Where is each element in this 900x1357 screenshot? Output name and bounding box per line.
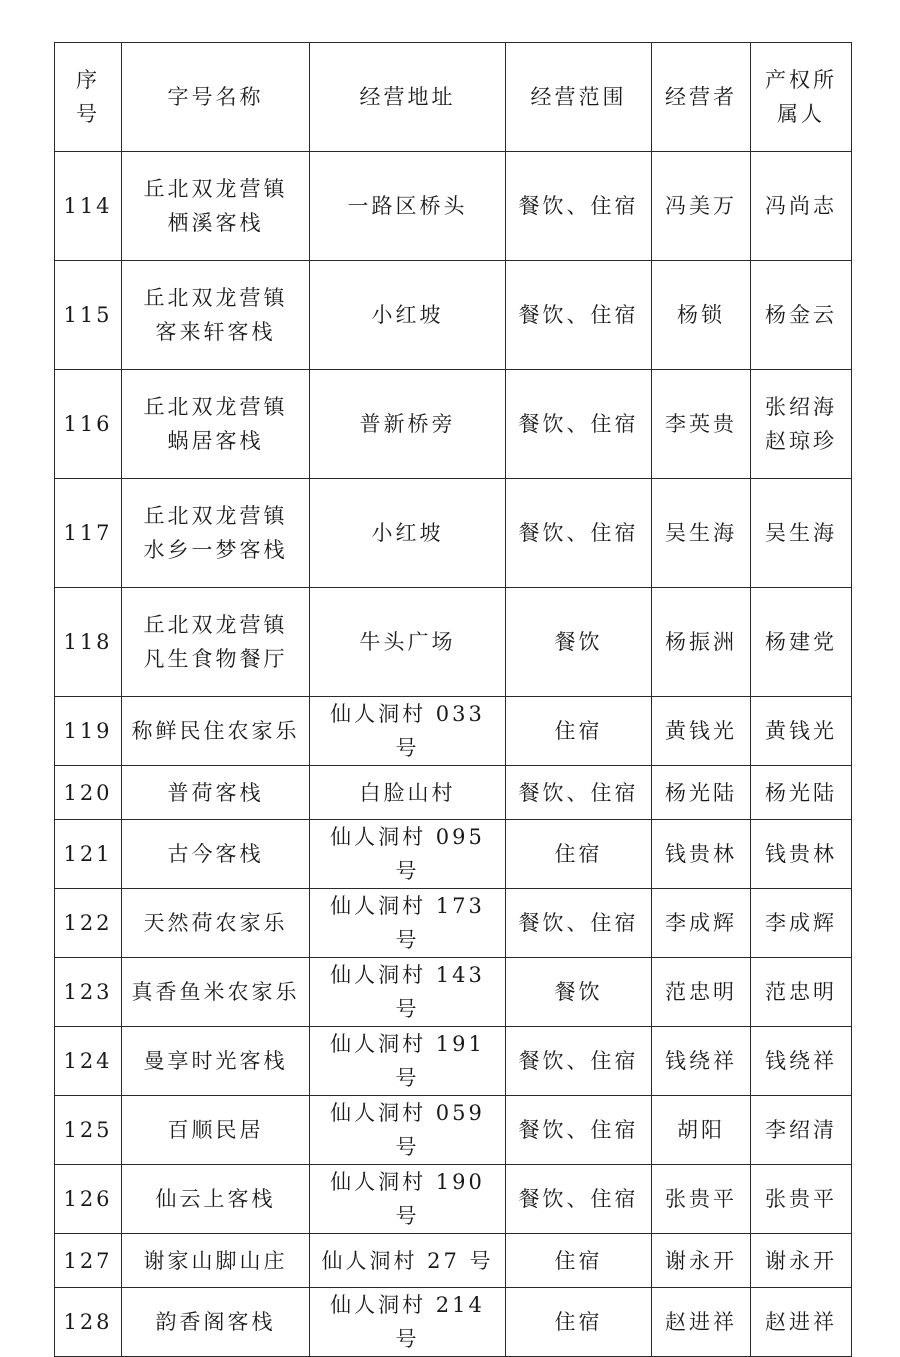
cell-operator: 钱贵林 <box>652 820 751 889</box>
cell-owner-line: 黄钱光 <box>765 719 837 743</box>
cell-seq: 119 <box>55 697 122 766</box>
cell-operator: 胡阳 <box>652 1096 751 1165</box>
cell-seq: 121 <box>55 820 122 889</box>
cell-address: 仙人洞村 173 号 <box>310 889 506 958</box>
cell-owner-line: 谢永开 <box>765 1248 837 1273</box>
cell-seq: 118 <box>55 588 122 697</box>
cell-seq: 124 <box>55 1027 122 1096</box>
cell-scope: 餐饮、住宿 <box>506 1165 652 1234</box>
cell-scope: 餐饮、住宿 <box>506 1096 652 1165</box>
cell-seq: 117 <box>55 479 122 588</box>
header-owner <box>751 43 852 152</box>
cell-seq: 115 <box>55 261 122 370</box>
cell-name <box>122 958 310 1027</box>
cell-scope: 餐饮、住宿 <box>506 261 652 370</box>
cell-name-line: 真香鱼米农家乐 <box>131 980 300 1004</box>
table-header-row <box>55 43 852 152</box>
cell-owner-line: 范忠明 <box>765 980 837 1004</box>
cell-owner <box>751 958 852 1027</box>
table-row <box>55 1234 852 1288</box>
cell-name <box>122 766 310 820</box>
cell-address: 小红坡 <box>310 479 506 588</box>
cell-owner <box>751 261 852 370</box>
cell-operator: 赵进祥 <box>652 1288 751 1357</box>
cell-name-line: 丘北双龙营镇 <box>143 286 288 310</box>
table-row <box>55 766 852 820</box>
table-row <box>55 370 852 479</box>
cell-owner <box>751 697 852 766</box>
cell-name <box>122 152 310 261</box>
cell-scope: 餐饮、住宿 <box>506 152 652 261</box>
cell-owner <box>751 766 852 820</box>
cell-operator: 钱绕祥 <box>652 1027 751 1096</box>
cell-operator: 谢永开 <box>652 1234 751 1288</box>
table-row <box>55 1165 852 1234</box>
cell-name <box>122 697 310 766</box>
cell-owner <box>751 1288 852 1357</box>
cell-name-line: 蜗居客栈 <box>167 429 264 453</box>
header-scope: 经营范围 <box>506 43 652 152</box>
cell-scope: 餐饮 <box>506 588 652 697</box>
cell-operator: 杨锁 <box>652 261 751 370</box>
cell-seq: 125 <box>55 1096 122 1165</box>
header-owner-line: 属人 <box>777 102 825 126</box>
cell-operator: 杨振洲 <box>652 588 751 697</box>
cell-seq: 120 <box>55 766 122 820</box>
cell-scope: 餐饮、住宿 <box>506 889 652 958</box>
cell-owner <box>751 588 852 697</box>
cell-owner-line: 张贵平 <box>765 1187 837 1211</box>
header-owner-line: 产权所 <box>765 68 837 92</box>
cell-owner-line: 钱绕祥 <box>765 1049 837 1073</box>
cell-address: 仙人洞村 143 号 <box>310 958 506 1027</box>
cell-owner-line: 钱贵林 <box>765 842 837 866</box>
cell-name-line: 普荷客栈 <box>167 780 264 805</box>
cell-name-line: 仙云上客栈 <box>155 1187 276 1211</box>
cell-address: 普新桥旁 <box>310 370 506 479</box>
cell-name-line: 凡生食物餐厅 <box>143 647 288 671</box>
cell-name-line: 客来轩客栈 <box>155 320 276 344</box>
cell-name <box>122 370 310 479</box>
cell-name <box>122 1096 310 1165</box>
cell-owner <box>751 820 852 889</box>
cell-owner <box>751 370 852 479</box>
cell-address: 小红坡 <box>310 261 506 370</box>
table-row <box>55 1027 852 1096</box>
cell-scope: 住宿 <box>506 820 652 889</box>
cell-name <box>122 820 310 889</box>
cell-name-line: 称鲜民住农家乐 <box>131 719 300 743</box>
cell-owner-line: 吴生海 <box>765 521 837 545</box>
cell-scope: 住宿 <box>506 1288 652 1357</box>
cell-scope: 餐饮、住宿 <box>506 1027 652 1096</box>
header-operator: 经营者 <box>652 43 751 152</box>
cell-name <box>122 1234 310 1288</box>
cell-owner-line: 赵进祥 <box>765 1310 837 1334</box>
table-row <box>55 479 852 588</box>
cell-scope: 住宿 <box>506 697 652 766</box>
cell-owner <box>751 1234 852 1288</box>
cell-owner-line: 杨金云 <box>765 303 837 327</box>
cell-address: 仙人洞村 095 号 <box>310 820 506 889</box>
cell-name-line: 丘北双龙营镇 <box>143 504 288 528</box>
cell-owner-line: 杨建党 <box>765 630 837 654</box>
cell-owner <box>751 1027 852 1096</box>
cell-name <box>122 261 310 370</box>
cell-name <box>122 1027 310 1096</box>
table-row <box>55 261 852 370</box>
table-row <box>55 1288 852 1357</box>
cell-name-line: 水乡一梦客栈 <box>143 538 288 562</box>
table-row <box>55 588 852 697</box>
cell-seq: 128 <box>55 1288 122 1357</box>
cell-seq: 116 <box>55 370 122 479</box>
cell-seq: 123 <box>55 958 122 1027</box>
cell-scope: 餐饮、住宿 <box>506 370 652 479</box>
table-row <box>55 820 852 889</box>
header-name: 字号名称 <box>122 43 310 152</box>
cell-owner-line: 冯尚志 <box>765 194 837 218</box>
cell-name-line: 天然荷农家乐 <box>143 911 288 935</box>
cell-address: 牛头广场 <box>310 588 506 697</box>
table-row <box>55 1096 852 1165</box>
cell-operator: 黄钱光 <box>652 697 751 766</box>
cell-operator: 范忠明 <box>652 958 751 1027</box>
cell-scope: 餐饮、住宿 <box>506 479 652 588</box>
cell-seq: 114 <box>55 152 122 261</box>
table-body <box>55 152 852 1357</box>
cell-operator: 冯美万 <box>652 152 751 261</box>
cell-address: 仙人洞村 033 号 <box>310 697 506 766</box>
cell-address: 仙人洞村 27 号 <box>310 1234 506 1288</box>
cell-scope: 餐饮 <box>506 958 652 1027</box>
cell-operator: 张贵平 <box>652 1165 751 1234</box>
cell-owner-line: 张绍海 <box>765 395 837 419</box>
cell-address: 仙人洞村 214 号 <box>310 1288 506 1357</box>
table-row <box>55 889 852 958</box>
cell-address: 仙人洞村 059 号 <box>310 1096 506 1165</box>
cell-scope: 住宿 <box>506 1234 652 1288</box>
cell-name-line: 丘北双龙营镇 <box>143 613 288 637</box>
cell-owner <box>751 152 852 261</box>
cell-name <box>122 588 310 697</box>
cell-address: 一路区桥头 <box>310 152 506 261</box>
cell-name-line: 谢家山脚山庄 <box>143 1248 288 1273</box>
cell-name-line: 栖溪客栈 <box>167 211 264 235</box>
cell-operator: 李英贵 <box>652 370 751 479</box>
cell-seq: 127 <box>55 1234 122 1288</box>
business-registry-table <box>54 42 852 1357</box>
cell-name <box>122 1288 310 1357</box>
cell-owner-line: 赵琼珍 <box>765 429 837 453</box>
cell-seq: 126 <box>55 1165 122 1234</box>
table-row <box>55 152 852 261</box>
header-address: 经营地址 <box>310 43 506 152</box>
cell-name-line: 百顺民居 <box>167 1118 264 1142</box>
cell-operator: 吴生海 <box>652 479 751 588</box>
cell-owner-line: 李成辉 <box>765 911 837 935</box>
cell-name <box>122 479 310 588</box>
cell-name-line: 丘北双龙营镇 <box>143 177 288 201</box>
cell-name-line: 韵香阁客栈 <box>155 1310 276 1334</box>
cell-owner <box>751 889 852 958</box>
cell-name <box>122 889 310 958</box>
table-row <box>55 697 852 766</box>
cell-scope: 餐饮、住宿 <box>506 766 652 820</box>
cell-name <box>122 1165 310 1234</box>
cell-name-line: 曼享时光客栈 <box>143 1049 288 1073</box>
cell-owner <box>751 1165 852 1234</box>
table-row <box>55 958 852 1027</box>
header-seq <box>55 43 122 152</box>
cell-name-line: 丘北双龙营镇 <box>143 395 288 419</box>
cell-owner-line: 李绍清 <box>765 1118 837 1142</box>
cell-name-line: 古今客栈 <box>167 842 264 866</box>
cell-address: 仙人洞村 191 号 <box>310 1027 506 1096</box>
cell-address: 白脸山村 <box>310 766 506 820</box>
cell-owner <box>751 1096 852 1165</box>
cell-operator: 杨光陆 <box>652 766 751 820</box>
cell-owner-line: 杨光陆 <box>765 780 837 805</box>
cell-operator: 李成辉 <box>652 889 751 958</box>
cell-seq: 122 <box>55 889 122 958</box>
header-seq-line: 序 <box>76 68 100 92</box>
header-seq-line: 号 <box>76 102 100 126</box>
cell-owner <box>751 479 852 588</box>
cell-address: 仙人洞村 190 号 <box>310 1165 506 1234</box>
